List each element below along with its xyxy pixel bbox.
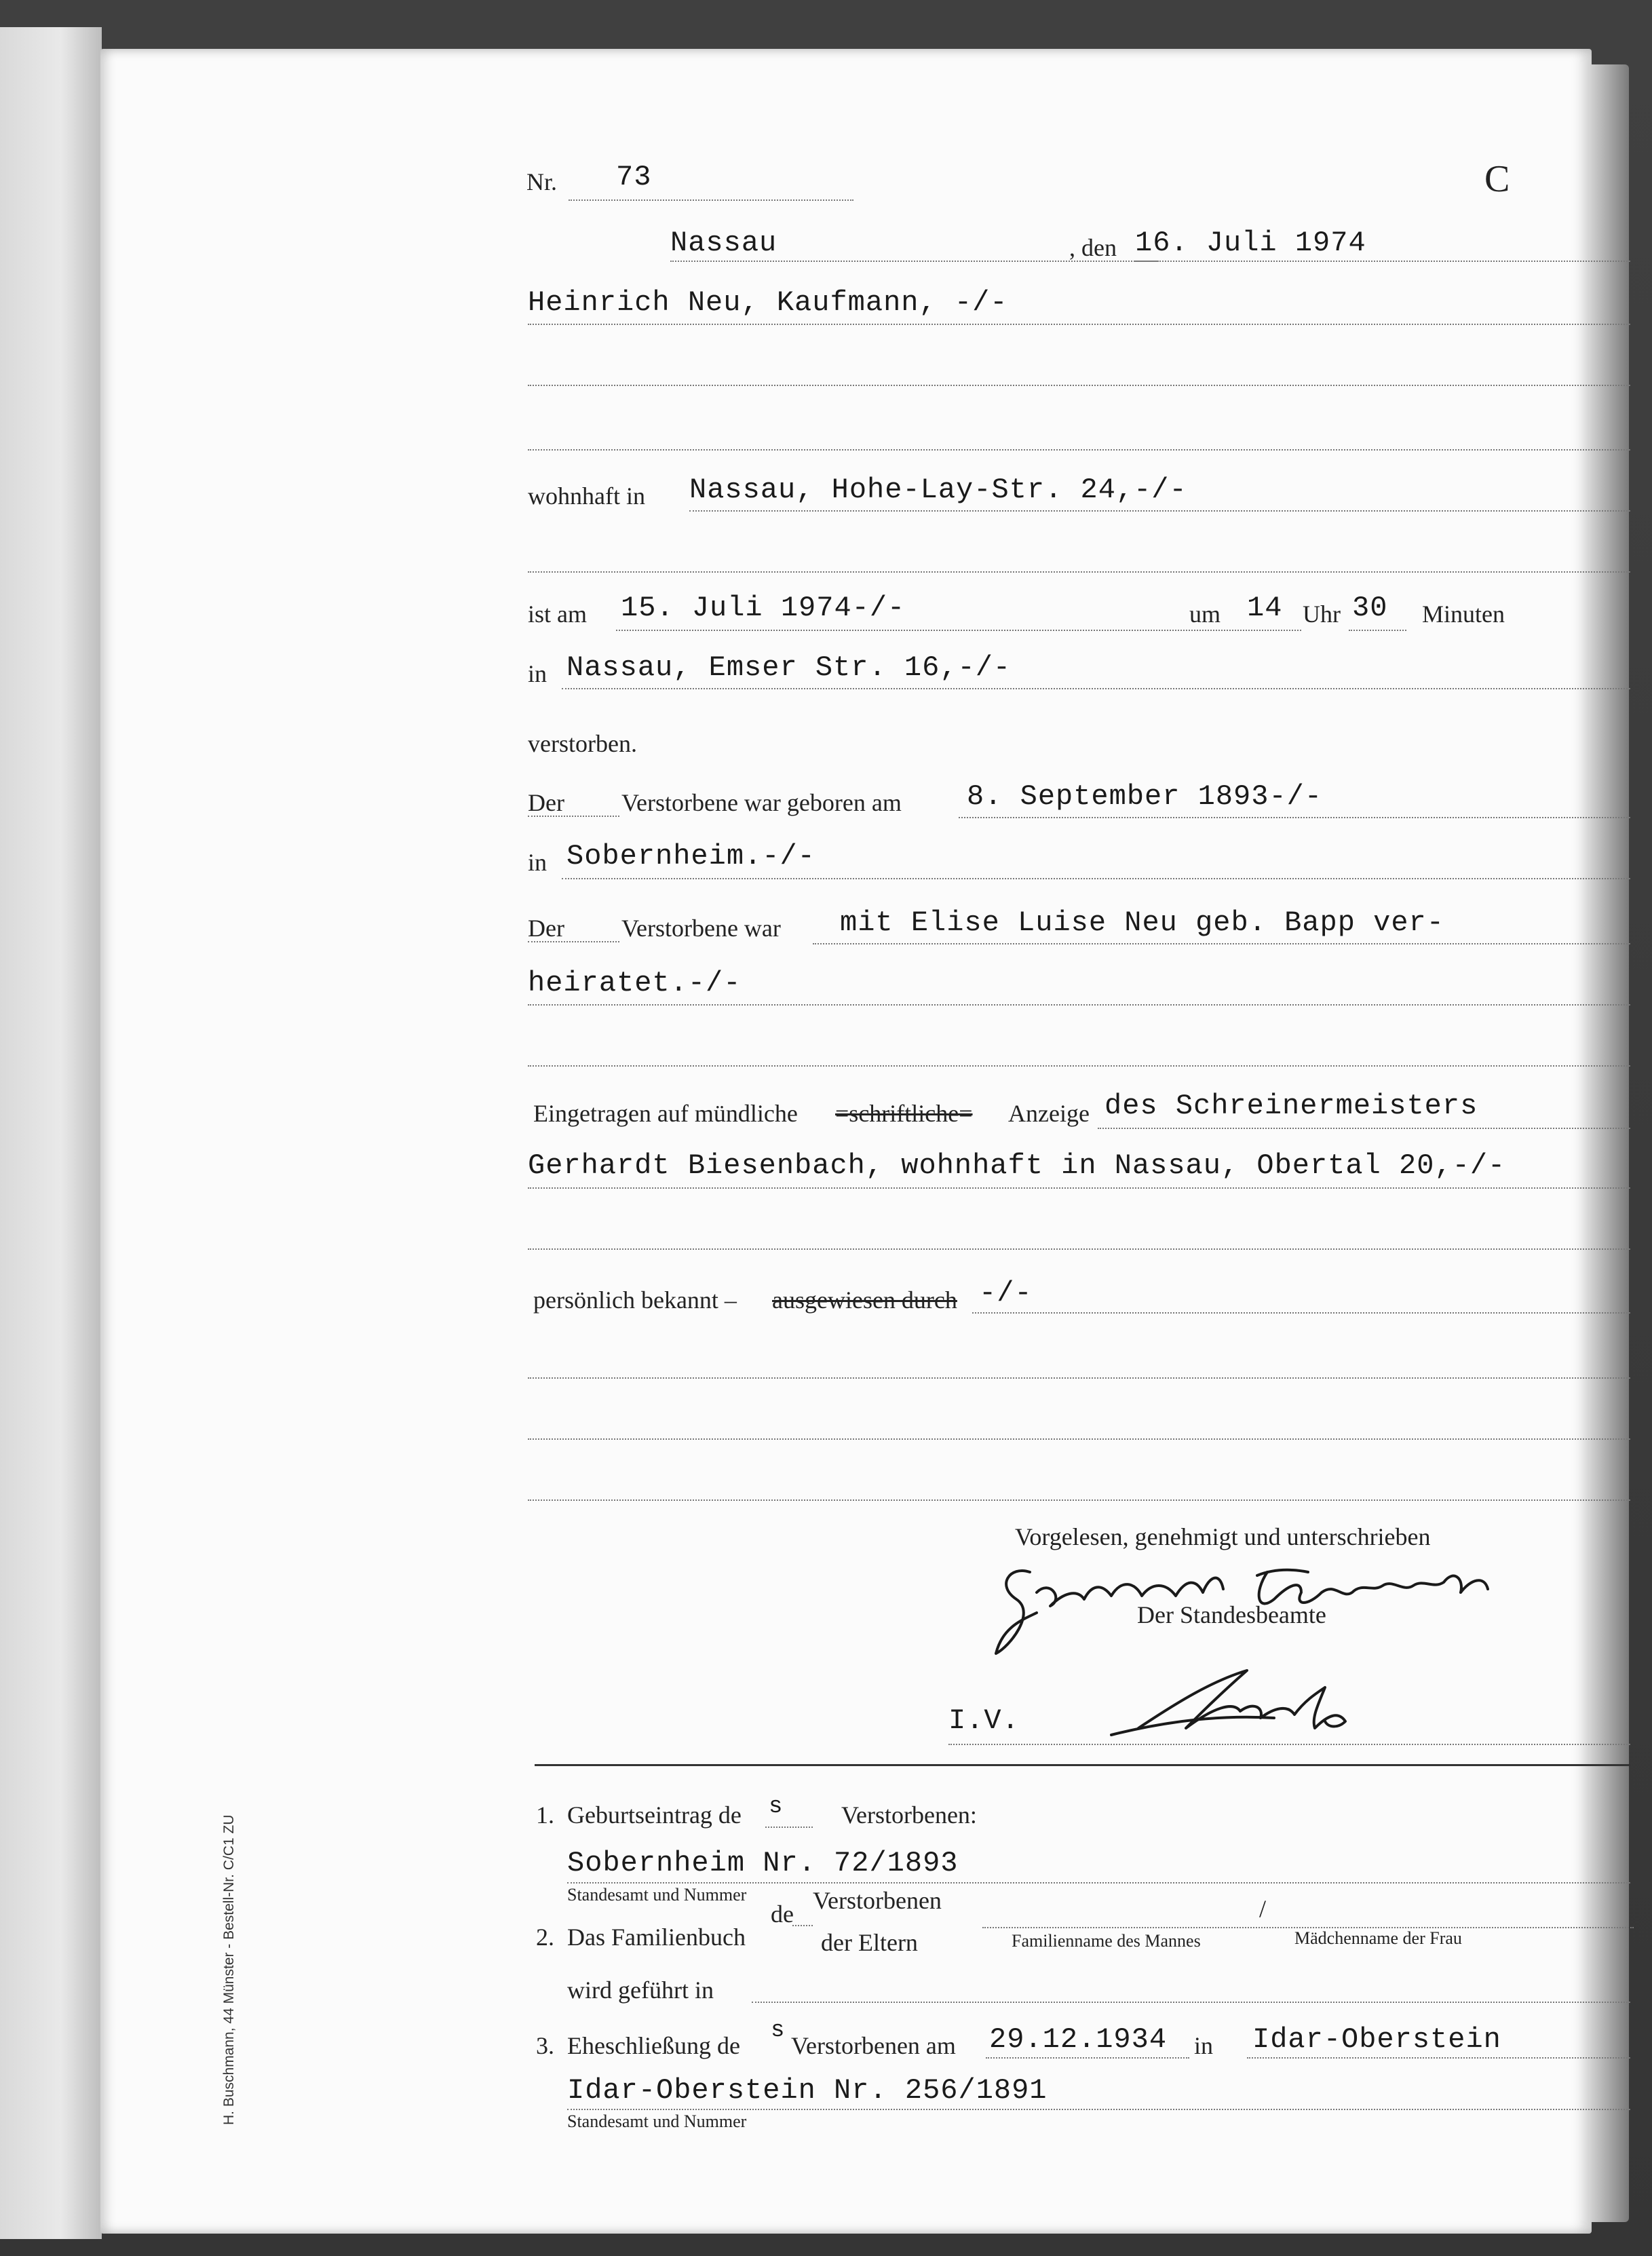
item1-label2: Verstorbenen: xyxy=(841,1801,977,1829)
der-label-2: Der xyxy=(528,915,564,942)
wohnhaft-label: wohnhaft in xyxy=(528,482,645,510)
date-line xyxy=(1135,261,1630,262)
item2-wird: wird geführt in xyxy=(567,1976,714,2004)
den-label: , den xyxy=(1069,234,1117,261)
death-date-line xyxy=(616,630,1288,631)
ausgewiesen-struck: ausgewiesen durch xyxy=(772,1286,957,1314)
item3-suffix: s xyxy=(771,2018,786,2044)
item2-wird-line xyxy=(752,2002,1630,2003)
birth-date: 8. September 1893-/- xyxy=(967,780,1323,813)
birth-place: Sobernheim.-/- xyxy=(566,840,815,873)
place-value: Nassau xyxy=(670,227,777,259)
address-value: Nassau, Hohe-Lay-Str. 24,-/- xyxy=(689,474,1187,506)
marital-underline-1 xyxy=(813,943,1630,944)
death-date: 15. Juli 1974-/- xyxy=(621,592,906,624)
item1-label: Geburtseintrag de xyxy=(567,1801,742,1829)
hour-line xyxy=(1240,630,1301,631)
marital-line-1: mit Elise Luise Neu geb. Bapp ver- xyxy=(840,906,1444,939)
minute-value: 30 xyxy=(1352,592,1388,624)
war-label: Verstorbene war xyxy=(621,915,781,942)
minute-line xyxy=(1349,630,1406,631)
nr-label: Nr. xyxy=(526,168,557,195)
item2-verstorbenen: Verstorbenen xyxy=(813,1887,942,1914)
der-line-1 xyxy=(528,816,619,817)
line-8 xyxy=(528,1438,1630,1440)
item3-label: Eheschließung de xyxy=(567,2032,740,2059)
item3-value: Idar-Oberstein Nr. 256/1891 xyxy=(567,2074,1048,2107)
in-label: in xyxy=(528,660,548,687)
address-line xyxy=(689,510,1630,512)
line-4 xyxy=(528,571,1630,573)
standesamt-label-2: Standesamt und Nummer xyxy=(567,2111,747,2131)
left-page xyxy=(0,27,102,2239)
item3-place-line xyxy=(1247,2057,1630,2059)
line-1 xyxy=(528,324,1630,325)
line-9 xyxy=(528,1499,1630,1501)
item1-value-line xyxy=(567,1882,1630,1884)
iv-label: I.V. xyxy=(948,1704,1020,1737)
der-line-2 xyxy=(528,941,619,942)
form-code: C xyxy=(1484,158,1510,200)
item3-date: 29.12.1934 xyxy=(989,2023,1168,2056)
report-underline-1 xyxy=(1098,1128,1630,1129)
item3-date-line xyxy=(986,2057,1189,2059)
hour-value: 14 xyxy=(1247,592,1283,624)
anzeige-label: Anzeige xyxy=(1008,1100,1090,1127)
date-value: 16. Juli 1974 xyxy=(1135,227,1366,259)
line-7 xyxy=(528,1377,1630,1379)
item2-de: de xyxy=(771,1900,794,1928)
birth-place-line xyxy=(562,878,1630,879)
birth-date-line xyxy=(959,817,1630,818)
item3-label2: Verstorbenen am xyxy=(791,2032,956,2059)
item1-value: Sobernheim Nr. 72/1893 xyxy=(567,1847,959,1879)
eingetragen-label: Eingetragen auf mündliche xyxy=(533,1100,798,1127)
item1-suffix-line xyxy=(765,1827,813,1828)
der-label-1: Der xyxy=(528,789,564,816)
line-6 xyxy=(528,1248,1630,1250)
item2-de-line xyxy=(792,1925,813,1926)
marital-underline-2 xyxy=(528,1004,1630,1006)
nr-line xyxy=(569,199,853,201)
report-line-2: Gerhardt Biesenbach, wohnhaft in Nassau, Obertal 20,-/- xyxy=(528,1149,1506,1182)
item3-value-line xyxy=(567,2109,1630,2110)
line-2 xyxy=(528,385,1630,386)
item2-frau: Mädchenname der Frau xyxy=(1294,1928,1462,1948)
margin-printer-text: H. Buschmann, 44 Münster - Bestell-Nr. C/C1 ZU xyxy=(221,1814,237,2125)
in-label-2: in xyxy=(528,849,548,876)
minuten-label: Minuten xyxy=(1422,600,1505,628)
line-3 xyxy=(528,449,1630,451)
vorgelesen-label: Vorgelesen, genehmigt und unterschrieben xyxy=(1015,1523,1431,1550)
um-label: um xyxy=(1189,600,1221,628)
page-stack-edge xyxy=(1592,64,1629,2222)
ist-am-label: ist am xyxy=(528,600,587,628)
nr-value: 73 xyxy=(616,161,652,193)
bekannt-label: persönlich bekannt – xyxy=(533,1286,737,1314)
item3-in: in xyxy=(1194,2032,1214,2059)
standesbeamte-label: Der Standesbeamte xyxy=(1137,1601,1326,1628)
report-line-1: des Schreinermeisters xyxy=(1104,1090,1478,1122)
verstorben-label: verstorben. xyxy=(528,730,637,757)
section-divider xyxy=(535,1764,1630,1766)
marital-line-2: heiratet.-/- xyxy=(528,967,742,999)
signature-line xyxy=(948,1744,1630,1745)
line-5 xyxy=(528,1065,1630,1067)
item2-eltern: der Eltern xyxy=(821,1929,918,1956)
item2-label: Das Familienbuch xyxy=(567,1924,746,1951)
item2-slash: / xyxy=(1259,1895,1267,1922)
death-place: Nassau, Emser Str. 16,-/- xyxy=(566,651,1012,684)
bekannt-value: -/- xyxy=(979,1277,1033,1309)
death-place-line xyxy=(562,688,1630,689)
schriftliche-struck: =schriftliche= xyxy=(835,1100,973,1127)
report-underline-2 xyxy=(528,1187,1630,1189)
register-page xyxy=(100,49,1592,2234)
item1-number: 1. xyxy=(536,1801,554,1829)
item3-number: 3. xyxy=(536,2032,554,2059)
item2-mann: Familienname des Mannes xyxy=(1012,1931,1201,1951)
item3-place: Idar-Oberstein xyxy=(1252,2023,1501,2056)
standesamt-label-1: Standesamt und Nummer xyxy=(567,1885,747,1905)
uhr-label: Uhr xyxy=(1303,600,1341,628)
registrar-signature xyxy=(1098,1653,1451,1748)
item2-number: 2. xyxy=(536,1924,554,1951)
item1-suffix: s xyxy=(769,1794,784,1820)
informant-line: Heinrich Neu, Kaufmann, -/- xyxy=(528,286,1008,319)
bekannt-line xyxy=(972,1312,1630,1314)
born-label: Verstorbene war geboren am xyxy=(621,789,902,816)
